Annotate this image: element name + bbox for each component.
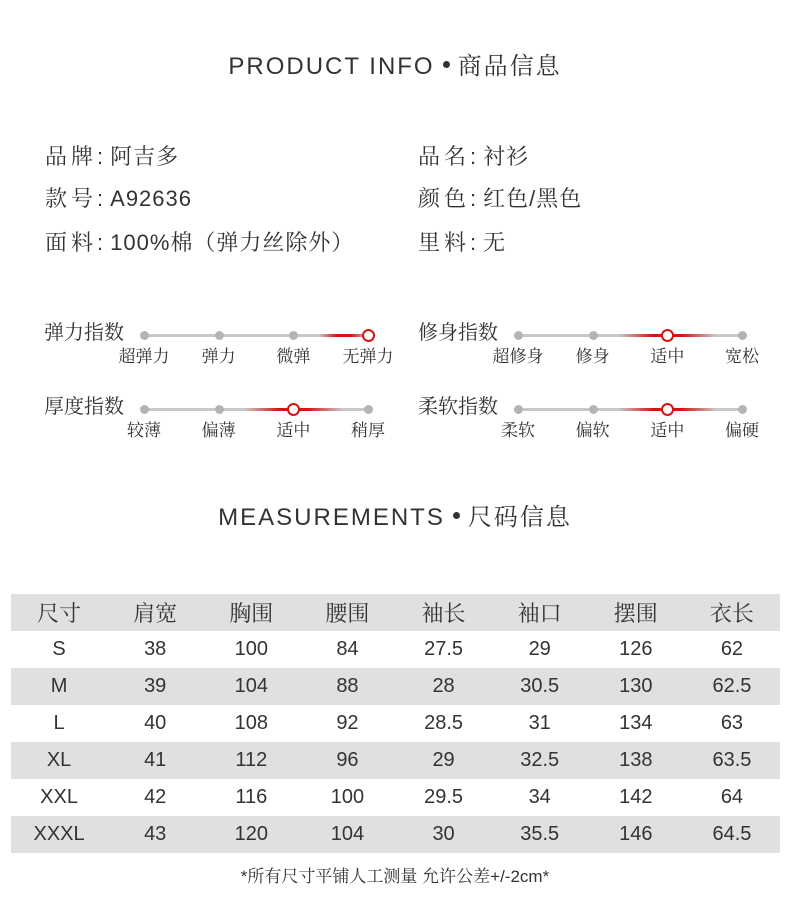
header-shoulder: 肩宽 [107,594,203,631]
table-row [11,742,780,779]
scale-dot [215,331,224,340]
info-fabric: 面料: 100%棉（弹力丝除外） [45,230,355,255]
table-cell: 28 [396,668,492,705]
table-cell: 29 [528,638,551,660]
table-cell: 64.5 [684,816,780,853]
table-cell: 29.5 [424,786,464,808]
info-brand: 品牌: 阿吉多 [45,144,180,169]
scale-option-label: 无弹力 [342,347,394,366]
info-style-number: 款号: A92636 [45,186,192,211]
table-cell: L [53,712,65,734]
table-cell: 31 [528,712,551,734]
scale-option-label: 适中 [276,421,311,440]
table-cell: 100 [330,786,365,808]
header-sleeve-length: 袖长 [396,594,492,631]
table-cell: XXL [40,786,78,808]
table-cell: 40 [144,712,167,734]
table-row [11,816,780,853]
table-cell: 112 [203,742,299,779]
scale-option-label: 适中 [650,421,685,440]
table-cell: 42 [144,786,167,808]
header-chest: 胸围 [203,594,299,631]
table-cell: 34 [528,786,551,808]
scale-dot [589,405,598,414]
table-cell: 32.5 [492,742,588,779]
table-cell: 39 [107,668,203,705]
scale-dot [738,331,747,340]
header-hem: 摆围 [588,594,684,631]
measurement-note: *所有尺寸平铺人工测量 允许公差+/-2cm* [240,867,550,886]
scale-title: 修身指数 [418,322,498,344]
scale-dot [738,405,747,414]
table-cell: 126 [619,638,653,660]
scale-option-label: 偏软 [575,421,610,440]
table-cell: XXXL [11,816,107,853]
table-cell: 104 [203,668,299,705]
scale-option-label: 超修身 [492,347,544,366]
table-cell: 63 [720,712,744,734]
table-cell: 100 [234,638,268,660]
scale-title: 弹力指数 [44,322,124,344]
table-row [11,631,780,668]
scale-dot [589,331,598,340]
scale-option-label: 稍厚 [351,421,385,440]
table-cell: 84 [336,638,359,660]
bullet-dot-icon [453,512,460,519]
table-row [11,779,780,816]
size-table [11,594,780,853]
scale-option-label: 柔软 [501,421,535,440]
table-header-row [11,594,780,631]
header-waist: 腰围 [299,594,395,631]
scale-option-label: 较薄 [127,421,161,440]
header-length: 衣长 [684,594,780,631]
table-cell: 138 [588,742,684,779]
table-row [11,705,780,742]
scale-dot [140,405,149,414]
table-cell: S [52,638,66,660]
table-cell: 28.5 [424,712,464,734]
scale-option-label: 修身 [575,347,610,366]
table-cell: XL [11,742,107,779]
scale-dot [215,405,224,414]
softness-index [418,390,774,440]
header-cuff: 袖口 [492,594,588,631]
measurements-title-en: MEASUREMENTS [218,504,445,531]
table-cell: 64 [720,786,744,808]
table-cell: 146 [588,816,684,853]
scale-option-label: 偏硬 [725,421,759,440]
info-lining: 里料: 无 [418,230,507,255]
scale-dot [514,331,523,340]
table-cell: 62 [720,638,744,660]
table-cell: 130 [588,668,684,705]
elasticity-index [44,316,400,366]
bullet-dot-icon [443,61,450,68]
scale-selected-dot [661,403,674,416]
table-cell: 30 [396,816,492,853]
scale-title: 柔软指数 [418,396,498,418]
table-cell: M [11,668,107,705]
table-row [11,668,780,705]
table-cell: 30.5 [492,668,588,705]
scale-option-label: 宽松 [725,347,759,366]
header-size: 尺寸 [11,594,107,631]
table-cell: 116 [235,786,268,808]
scale-dot [514,405,523,414]
table-cell: 142 [619,786,653,808]
table-cell: 41 [107,742,203,779]
table-cell: 104 [299,816,395,853]
scale-dot [364,405,373,414]
scale-dot [289,331,298,340]
scale-option-label: 超弹力 [118,347,170,366]
table-cell: 134 [619,712,653,734]
table-cell: 35.5 [492,816,588,853]
info-color: 颜色: 红色/黑色 [418,186,583,211]
table-cell: 43 [107,816,203,853]
product-info-title [0,46,790,81]
table-cell: 62.5 [684,668,780,705]
scale-selected-dot [287,403,300,416]
scale-option-label: 偏薄 [201,421,236,440]
table-cell: 88 [299,668,395,705]
measurements-title [0,497,790,532]
scale-option-label: 弹力 [201,347,236,366]
info-product-name: 品名: 衬衫 [418,144,530,169]
table-cell: 63.5 [684,742,780,779]
fit-index [418,316,774,366]
table-cell: 108 [234,712,268,734]
table-cell: 120 [203,816,299,853]
scale-option-label: 适中 [650,347,685,366]
product-info-title-en: PRODUCT INFO [228,53,435,80]
table-cell: 38 [144,638,167,660]
scale-title: 厚度指数 [44,396,124,418]
scale-selected-dot [661,329,674,342]
scale-highlight [319,334,368,337]
scale-dot [140,331,149,340]
measurements-title-cn: 尺码信息 [467,504,572,531]
product-info-title-cn: 商品信息 [457,53,562,80]
table-cell: 27.5 [424,638,464,660]
thickness-index [44,390,400,440]
table-cell: 29 [396,742,492,779]
scale-option-label: 微弹 [276,347,311,366]
table-cell: 96 [299,742,395,779]
scale-selected-dot [362,329,375,342]
table-cell: 92 [336,712,359,734]
